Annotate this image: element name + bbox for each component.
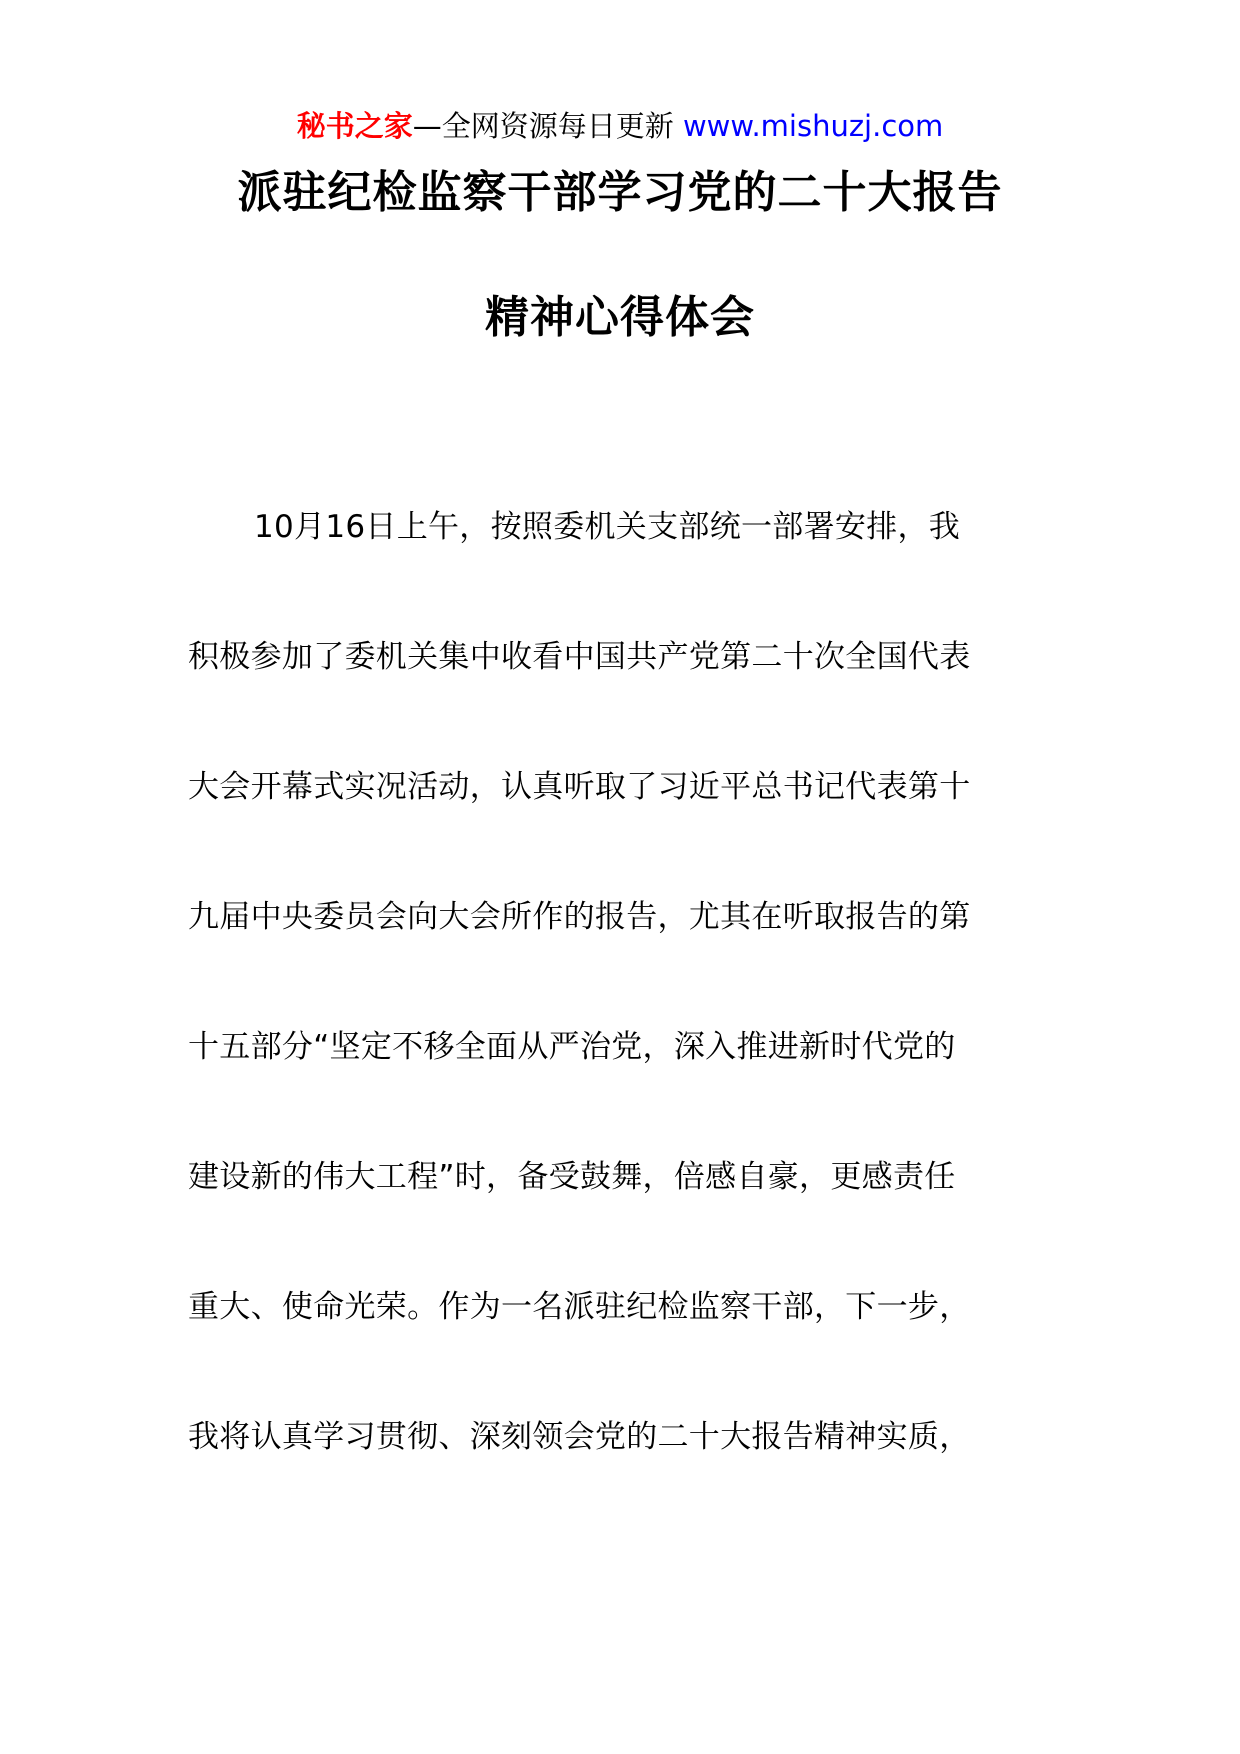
header-tagline: —全网资源每日更新: [412, 109, 674, 143]
site-header: [0, 106, 1240, 146]
document-title-line-1: 派驻纪检监察干部学习党的二十大报告: [237, 167, 1003, 218]
body-text-line: 大会开幕式实况活动，认真听取了习近平总书记代表第十: [188, 769, 971, 805]
body-text-line: 积极参加了委机关集中收看中国共产党第二十次全国代表: [188, 639, 971, 675]
document-title-line-2: 精神心得体会: [485, 292, 755, 343]
body-text-line: 十五部分“坚定不移全面从严治党，深入推进新时代党的: [188, 1029, 956, 1065]
body-text-line: 建设新的伟大工程”时，备受鼓舞，倍感自豪，更感责任: [188, 1159, 956, 1195]
site-url-link[interactable]: www.mishuzj.com: [682, 109, 944, 143]
body-text-line: 九届中央委员会向大会所作的报告，尤其在听取报告的第: [188, 899, 971, 935]
body-text-line: 重大、使命光荣。作为一名派驻纪检监察干部，下一步，: [188, 1289, 971, 1325]
body-text-line: 我将认真学习贯彻、深刻领会党的二十大报告精神实质，: [188, 1419, 971, 1455]
body-text-line: 10月16日上午，按照委机关支部统一部署安排，我: [254, 509, 961, 545]
brand-name: 秘书之家: [296, 109, 413, 143]
